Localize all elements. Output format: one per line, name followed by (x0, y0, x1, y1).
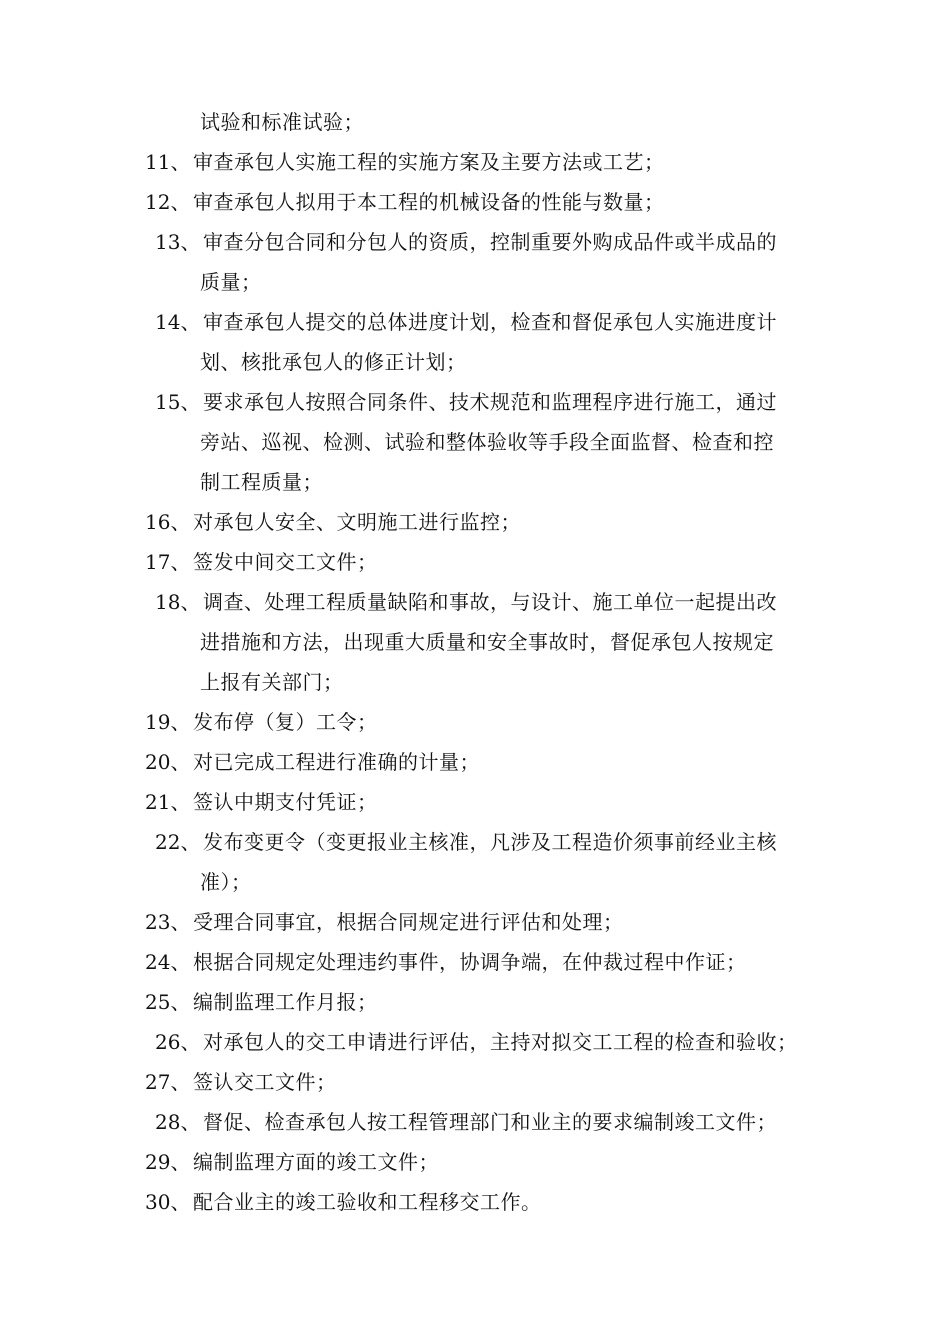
list-item-text: 审查承包人提交的总体进度计划，检查和督促承包人实施进度计 (203, 310, 777, 334)
list-item (0, 222, 950, 262)
list-item-text: 要求承包人按照合同条件、技术规范和监理程序进行施工，通过 (203, 390, 777, 414)
list-item (0, 182, 950, 222)
list-item-text: 根据合同规定处理违约事件，协调争端，在仲裁过程中作证； (193, 950, 747, 974)
list-item-number: 17、 (145, 550, 191, 574)
list-item-continuation (0, 462, 950, 502)
list-item-number: 26、 (155, 1030, 201, 1054)
list-item-number: 19、 (145, 710, 191, 734)
list-item-continuation (0, 862, 950, 902)
list-item-text: 发布停（复）工令； (193, 710, 378, 734)
list-item-number: 24、 (145, 950, 191, 974)
list-item-number: 16、 (145, 510, 191, 534)
list-item (0, 1102, 950, 1142)
list-item (0, 742, 950, 782)
list-item-number: 29、 (145, 1150, 191, 1174)
list-item-text: 试验和标准试验； (200, 110, 364, 134)
list-item (0, 1022, 950, 1062)
list-item (0, 382, 950, 422)
list-item-text: 编制监理工作月报； (193, 990, 378, 1014)
list-item-text: 签认交工文件； (193, 1070, 337, 1094)
list-item (0, 782, 950, 822)
list-item-continuation (0, 102, 950, 142)
list-item-text: 督促、检查承包人按工程管理部门和业主的要求编制竣工文件； (203, 1110, 777, 1134)
list-item-text: 签发中间交工文件； (193, 550, 378, 574)
list-item-text: 对已完成工程进行准确的计量； (193, 750, 480, 774)
list-item (0, 902, 950, 942)
list-item-text: 发布变更令（变更报业主核准，凡涉及工程造价须事前经业主核 (203, 830, 777, 854)
list-item-text: 审查承包人拟用于本工程的机械设备的性能与数量； (193, 190, 665, 214)
list-item-continuation (0, 622, 950, 662)
list-item-text: 受理合同事宜，根据合同规定进行评估和处理； (193, 910, 624, 934)
list-item-text: 划、核批承包人的修正计划； (200, 350, 467, 374)
list-item (0, 142, 950, 182)
list-item-text: 签认中期支付凭证； (193, 790, 378, 814)
list-item (0, 702, 950, 742)
list-item-number: 30、 (145, 1190, 191, 1214)
list-item (0, 1062, 950, 1102)
list-item (0, 502, 950, 542)
list-item-number: 20、 (145, 750, 191, 774)
list-item-text: 对承包人安全、文明施工进行监控； (193, 510, 521, 534)
list-item-text: 对承包人的交工申请进行评估，主持对拟交工工程的检查和验收； (203, 1030, 798, 1054)
list-item (0, 1182, 950, 1222)
list-item-number: 13、 (155, 230, 201, 254)
list-item-number: 15、 (155, 390, 201, 414)
list-item (0, 942, 950, 982)
list-item-text: 配合业主的竣工验收和工程移交工作。 (193, 1190, 542, 1214)
list-item-text: 准）； (200, 870, 252, 894)
list-item-continuation (0, 342, 950, 382)
list-item-number: 28、 (155, 1110, 201, 1134)
list-item-number: 12、 (145, 190, 191, 214)
list-item (0, 302, 950, 342)
list-item-text: 审查分包合同和分包人的资质，控制重要外购成品件或半成品的 (203, 230, 777, 254)
list-item (0, 1142, 950, 1182)
list-item-number: 11、 (145, 150, 191, 174)
list-item-text: 旁站、巡视、检测、试验和整体验收等手段全面监督、检查和控 (200, 430, 774, 454)
list-item (0, 542, 950, 582)
list-item-number: 21、 (145, 790, 191, 814)
list-item-text: 制工程质量； (200, 470, 323, 494)
list-item-text: 调查、处理工程质量缺陷和事故，与设计、施工单位一起提出改 (203, 590, 777, 614)
list-item-continuation (0, 262, 950, 302)
list-item-number: 23、 (145, 910, 191, 934)
list-item (0, 582, 950, 622)
list-item (0, 982, 950, 1022)
list-item (0, 822, 950, 862)
list-item-number: 14、 (155, 310, 201, 334)
list-item-text: 审查承包人实施工程的实施方案及主要方法或工艺； (193, 150, 665, 174)
list-item-text: 编制监理方面的竣工文件； (193, 1150, 439, 1174)
list-item-number: 25、 (145, 990, 191, 1014)
duty-list (0, 102, 950, 1222)
list-item-text: 上报有关部门； (200, 670, 344, 694)
list-item-number: 18、 (155, 590, 201, 614)
list-item-continuation (0, 422, 950, 462)
list-item-number: 27、 (145, 1070, 191, 1094)
list-item-continuation (0, 662, 950, 702)
list-item-text: 进措施和方法，出现重大质量和安全事故时，督促承包人按规定 (200, 630, 774, 654)
list-item-text: 质量； (200, 270, 262, 294)
list-item-number: 22、 (155, 830, 201, 854)
